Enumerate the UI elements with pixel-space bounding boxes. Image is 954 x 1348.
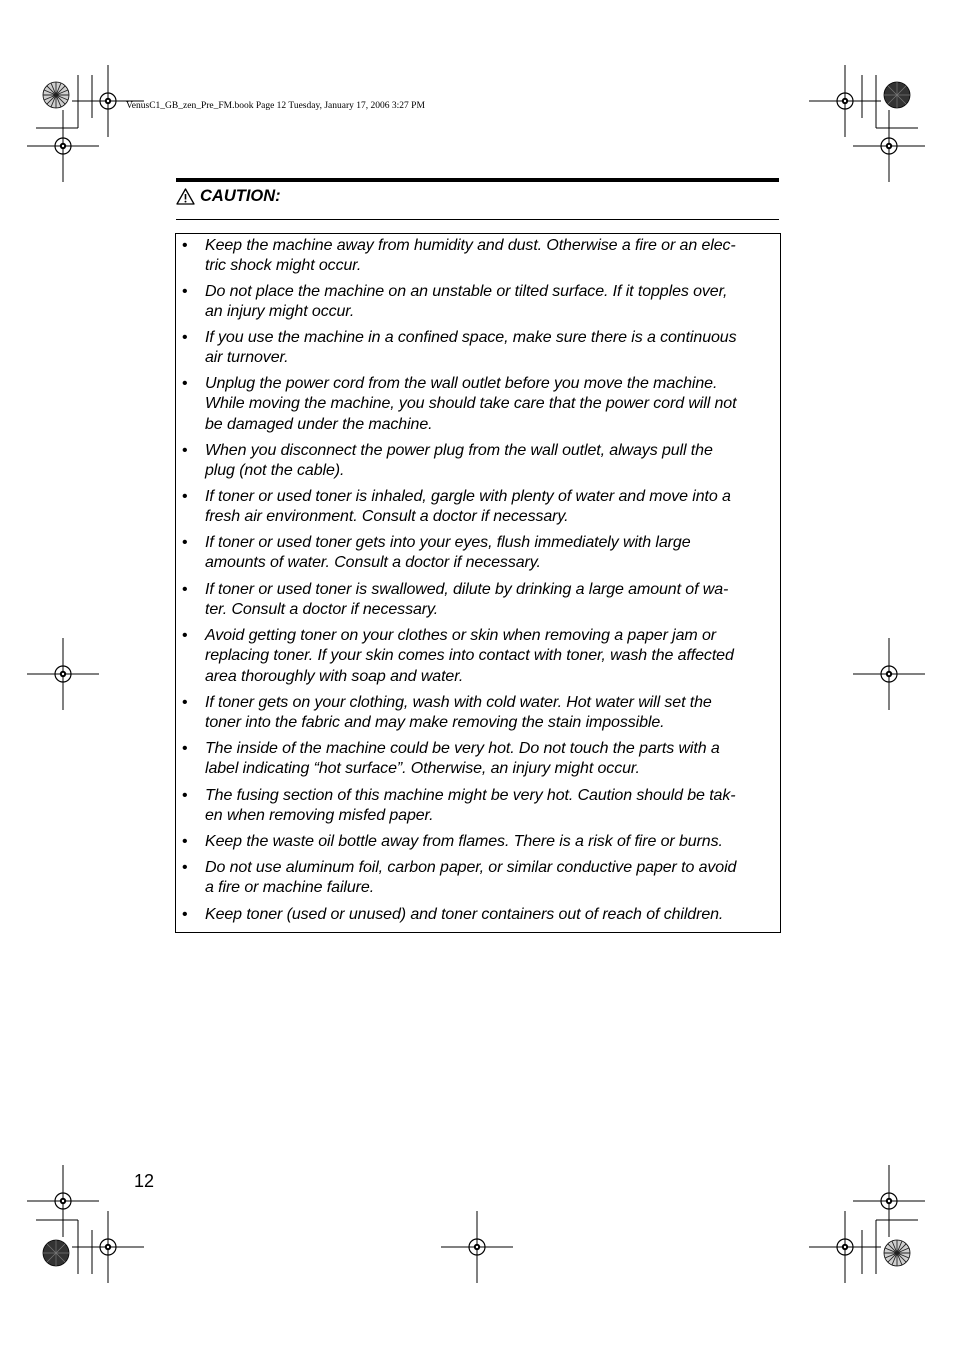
bullet-icon: • — [182, 581, 188, 598]
bullet-icon: • — [182, 740, 188, 757]
bullet-icon: • — [182, 375, 188, 392]
crosshair-registration-icon — [853, 638, 925, 710]
bullet-icon: • — [182, 906, 188, 923]
caution-item-line: air turnover. — [205, 349, 289, 367]
print-job-header: VenusC1_GB_zen_Pre_FM.book Page 12 Tuesday, January 17, 2006 3:27 PM — [126, 101, 425, 111]
caution-heading — [176, 187, 281, 206]
crosshair-registration-icon — [27, 1165, 99, 1237]
caution-item-line: ter. Consult a doctor if necessary. — [205, 601, 439, 619]
caution-item-line: Do not use aluminum foil, carbon paper, or similar conductive paper to avoid — [205, 859, 737, 876]
bullet-icon: • — [182, 627, 188, 644]
caution-item-line: fresh air environment. Consult a doctor if necessary. — [205, 508, 569, 526]
caution-item-line: The fusing section of this machine might be very hot. Caution should be tak- — [205, 787, 736, 804]
caution-item-text — [205, 236, 774, 277]
caution-item-line: tric shock might occur. — [205, 257, 362, 275]
caution-item-text — [205, 441, 774, 482]
caution-item-text — [205, 786, 774, 827]
caution-item-text — [205, 905, 774, 925]
caution-item-line: be damaged under the machine. — [205, 415, 433, 433]
caution-item-line: plug (not the cable). — [205, 462, 345, 480]
caution-item-text — [205, 626, 774, 687]
caution-item-line: If toner or used toner is swallowed, dilute by drinking a large amount of wa- — [205, 581, 729, 598]
caution-item-text — [205, 580, 774, 621]
caution-item-line: Unplug the power cord from the wall outlet before you move the machine. — [205, 375, 718, 392]
caution-item-text — [205, 739, 774, 780]
caution-item-line: area thoroughly with soap and water. — [205, 667, 464, 685]
caution-item-line: amounts of water. Consult a doctor if necessary. — [205, 554, 541, 572]
bullet-icon: • — [182, 833, 188, 850]
crosshair-registration-icon — [27, 110, 99, 182]
caution-item-line: The inside of the machine could be very hot. Do not touch the parts with a — [205, 740, 720, 757]
caution-item-line: Keep the waste oil bottle away from flames. There is a risk of fire or burns. — [205, 833, 723, 850]
caution-item-line: Keep toner (used or unused) and toner containers out of reach of children. — [205, 906, 724, 923]
starburst-registration-icon — [43, 1240, 69, 1266]
crosshair-registration-icon — [441, 1211, 513, 1283]
bullet-icon: • — [182, 694, 188, 711]
bullet-icon: • — [182, 442, 188, 459]
bullet-icon: • — [182, 787, 188, 804]
crosshair-registration-icon — [853, 1165, 925, 1237]
caution-item-line: Keep the machine away from humidity and dust. Otherwise a fire or an elec- — [205, 237, 736, 254]
caution-item-line: label indicating “hot surface”. Otherwise, an injury might occur. — [205, 760, 640, 778]
crosshair-registration-icon — [809, 1211, 881, 1283]
caution-item-line: If toner gets on your clothing, wash with cold water. Hot water will set the — [205, 694, 712, 711]
caution-item-text — [205, 487, 774, 528]
caution-item-line: replacing toner. If your skin comes into contact with toner, wash the affected — [205, 647, 734, 665]
page-number: 12 — [134, 1171, 155, 1191]
caution-item-text — [205, 328, 774, 369]
caution-title: CAUTION: — [200, 187, 281, 205]
caution-item-text — [205, 858, 774, 899]
crosshair-registration-icon — [27, 638, 99, 710]
caution-item-text — [205, 693, 774, 734]
crosshair-registration-icon — [853, 110, 925, 182]
caution-item-line: en when removing misfed paper. — [205, 807, 434, 825]
caution-item-line: While moving the machine, you should take care that the power cord will not — [205, 395, 737, 413]
caution-item-line: When you disconnect the power plug from the wall outlet, always pull the — [205, 442, 713, 459]
caution-box — [175, 233, 781, 933]
warning-triangle-icon — [176, 188, 195, 205]
caution-item-line: a fire or machine failure. — [205, 879, 375, 897]
caution-item-line: an injury might occur. — [205, 303, 355, 321]
caution-item-line: If toner or used toner gets into your eyes, flush immediately with large — [205, 534, 691, 551]
crosshair-registration-icon — [72, 1211, 144, 1283]
starburst-registration-icon — [884, 1240, 910, 1266]
caution-item-text — [205, 832, 774, 852]
caution-item-line: Do not place the machine on an unstable or tilted surface. If it topples over, — [205, 283, 728, 300]
caution-item-line: If you use the machine in a confined space, make sure there is a continuous — [205, 329, 737, 346]
caution-item-line: Avoid getting toner on your clothes or skin when removing a paper jam or — [205, 627, 717, 644]
bullet-icon: • — [182, 859, 188, 876]
bullet-icon: • — [182, 283, 188, 300]
starburst-registration-icon — [884, 82, 910, 108]
caution-bottom-rule — [176, 219, 779, 220]
caution-top-rule — [176, 178, 779, 182]
bullet-icon: • — [182, 534, 188, 551]
caution-item-line: toner into the fabric and may make removing the stain impossible. — [205, 714, 665, 732]
caution-item-line: If toner or used toner is inhaled, gargle with plenty of water and move into a — [205, 488, 731, 505]
bullet-icon: • — [182, 488, 188, 505]
caution-item-text — [205, 533, 774, 574]
crosshair-registration-icon — [809, 65, 881, 137]
bullet-icon: • — [182, 237, 188, 254]
starburst-registration-icon — [43, 82, 69, 108]
caution-item-text — [205, 282, 774, 323]
caution-item-text — [205, 374, 774, 435]
bullet-icon: • — [182, 329, 188, 346]
